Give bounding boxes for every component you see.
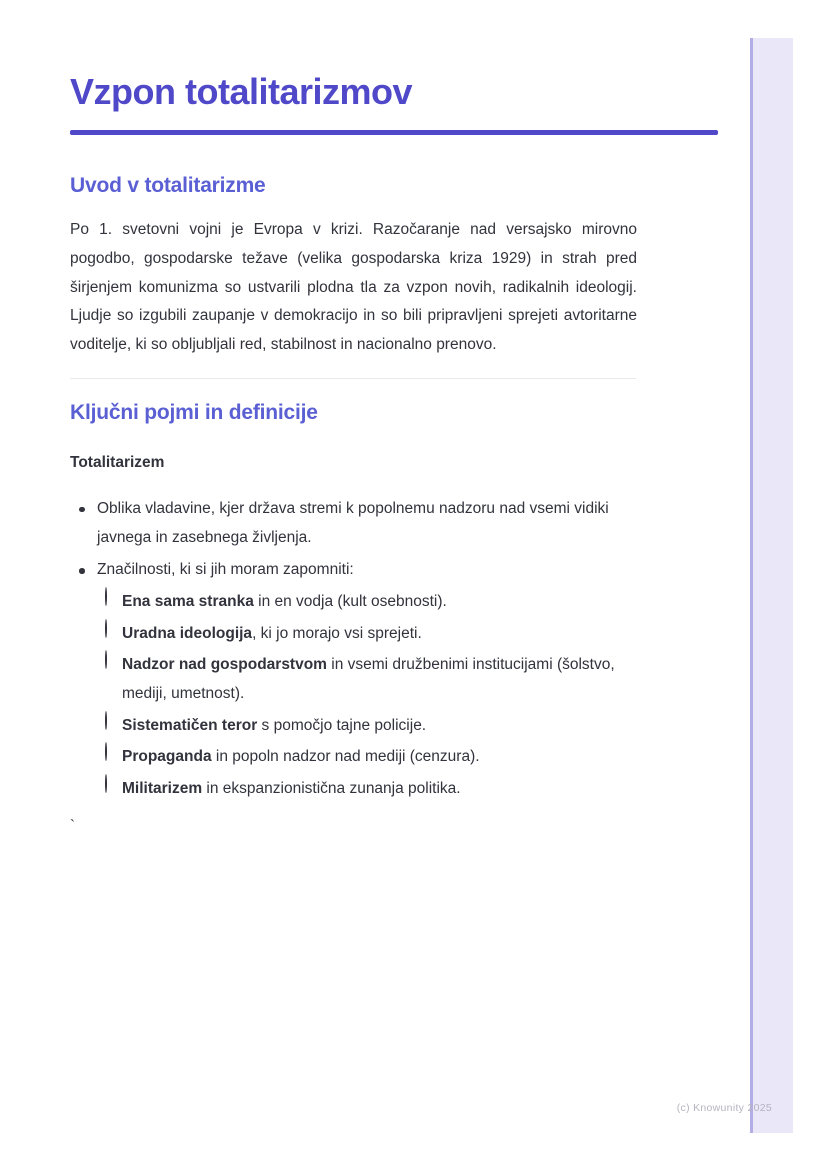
characteristic-term: Ena sama stranka	[122, 592, 254, 610]
footer-credit: (c) Knowunity 2025	[676, 1102, 772, 1114]
characteristic-item	[97, 651, 640, 708]
characteristic-rest: in en vodja (kult osebnosti).	[253, 592, 447, 610]
definition-list	[70, 495, 640, 807]
circle-bullet-icon	[105, 711, 107, 730]
characteristic-text	[122, 620, 422, 649]
page-edge-stripe	[750, 38, 793, 1133]
characteristic-text	[122, 743, 480, 772]
characteristic-item	[97, 620, 640, 649]
list-item-text: Značilnosti, ki si jih moram zapomniti:	[97, 561, 354, 579]
document-content	[70, 0, 718, 834]
characteristic-item	[97, 712, 640, 741]
characteristic-item	[97, 775, 640, 804]
characteristic-rest: in vsemi družbenimi institucijami (šolstvo, mediji, umetnost).	[122, 656, 615, 702]
characteristic-rest: , ki jo morajo vsi sprejeti.	[252, 624, 422, 642]
characteristic-item	[97, 743, 640, 772]
page-title: Vzpon totalitarizmov	[70, 71, 413, 112]
bullet-dot-icon	[79, 568, 85, 574]
characteristic-term: Sistematičen teror	[122, 716, 258, 734]
list-item	[70, 495, 640, 552]
term-title: Totalitarizem	[70, 453, 165, 471]
characteristic-text	[122, 588, 447, 617]
characteristic-term: Nadzor nad gospodarstvom	[122, 656, 327, 674]
intro-paragraph: Po 1. svetovni vojni je Evropa v krizi. Razočaranje nad versajsko mirovno pogodbo, gospodarske težave (velika gospodarska kriza 1929) in strah pred širjenjem komunizma so ustvarili plodna tla za vzpon novih, radikalnih ideologij. Ljudje so izgubili zaupanje v demokracijo in so bili pripravljeni sprejeti avtoritarne voditelje, ki so obljubljali red, stabilnost in nacionalno prenovo.	[70, 221, 637, 354]
characteristics-list	[97, 588, 640, 804]
characteristic-rest: in popoln nadzor nad mediji (cenzura).	[211, 748, 480, 766]
characteristic-rest: s pomočjo tajne policije.	[257, 716, 427, 734]
section-heading-key-terms: Ključni pojmi in definicije	[70, 400, 318, 424]
list-item	[70, 556, 640, 806]
circle-bullet-icon	[105, 742, 107, 761]
circle-bullet-icon	[105, 619, 107, 638]
characteristic-term: Uradna ideologija	[122, 624, 253, 642]
characteristic-rest: in ekspanzionistična zunanja politika.	[202, 779, 461, 797]
characteristic-text	[122, 651, 640, 708]
characteristic-text	[122, 775, 461, 804]
circle-bullet-icon	[105, 587, 107, 606]
list-item-text: Oblika vladavine, kjer država stremi k popolnemu nadzoru nad vsemi vidiki javnega in zasebnega življenja.	[97, 499, 609, 546]
characteristic-term: Militarizem	[122, 779, 203, 797]
circle-bullet-icon	[105, 650, 107, 669]
circle-bullet-icon	[105, 774, 107, 793]
bullet-dot-icon	[79, 507, 85, 513]
section-heading-intro: Uvod v totalitarizme	[70, 174, 266, 198]
stray-character: `	[70, 816, 75, 834]
title-underline-rule	[70, 130, 718, 135]
characteristic-text	[122, 712, 426, 741]
section-divider	[70, 378, 636, 379]
characteristic-term: Propaganda	[122, 748, 212, 766]
characteristic-item	[97, 588, 640, 617]
